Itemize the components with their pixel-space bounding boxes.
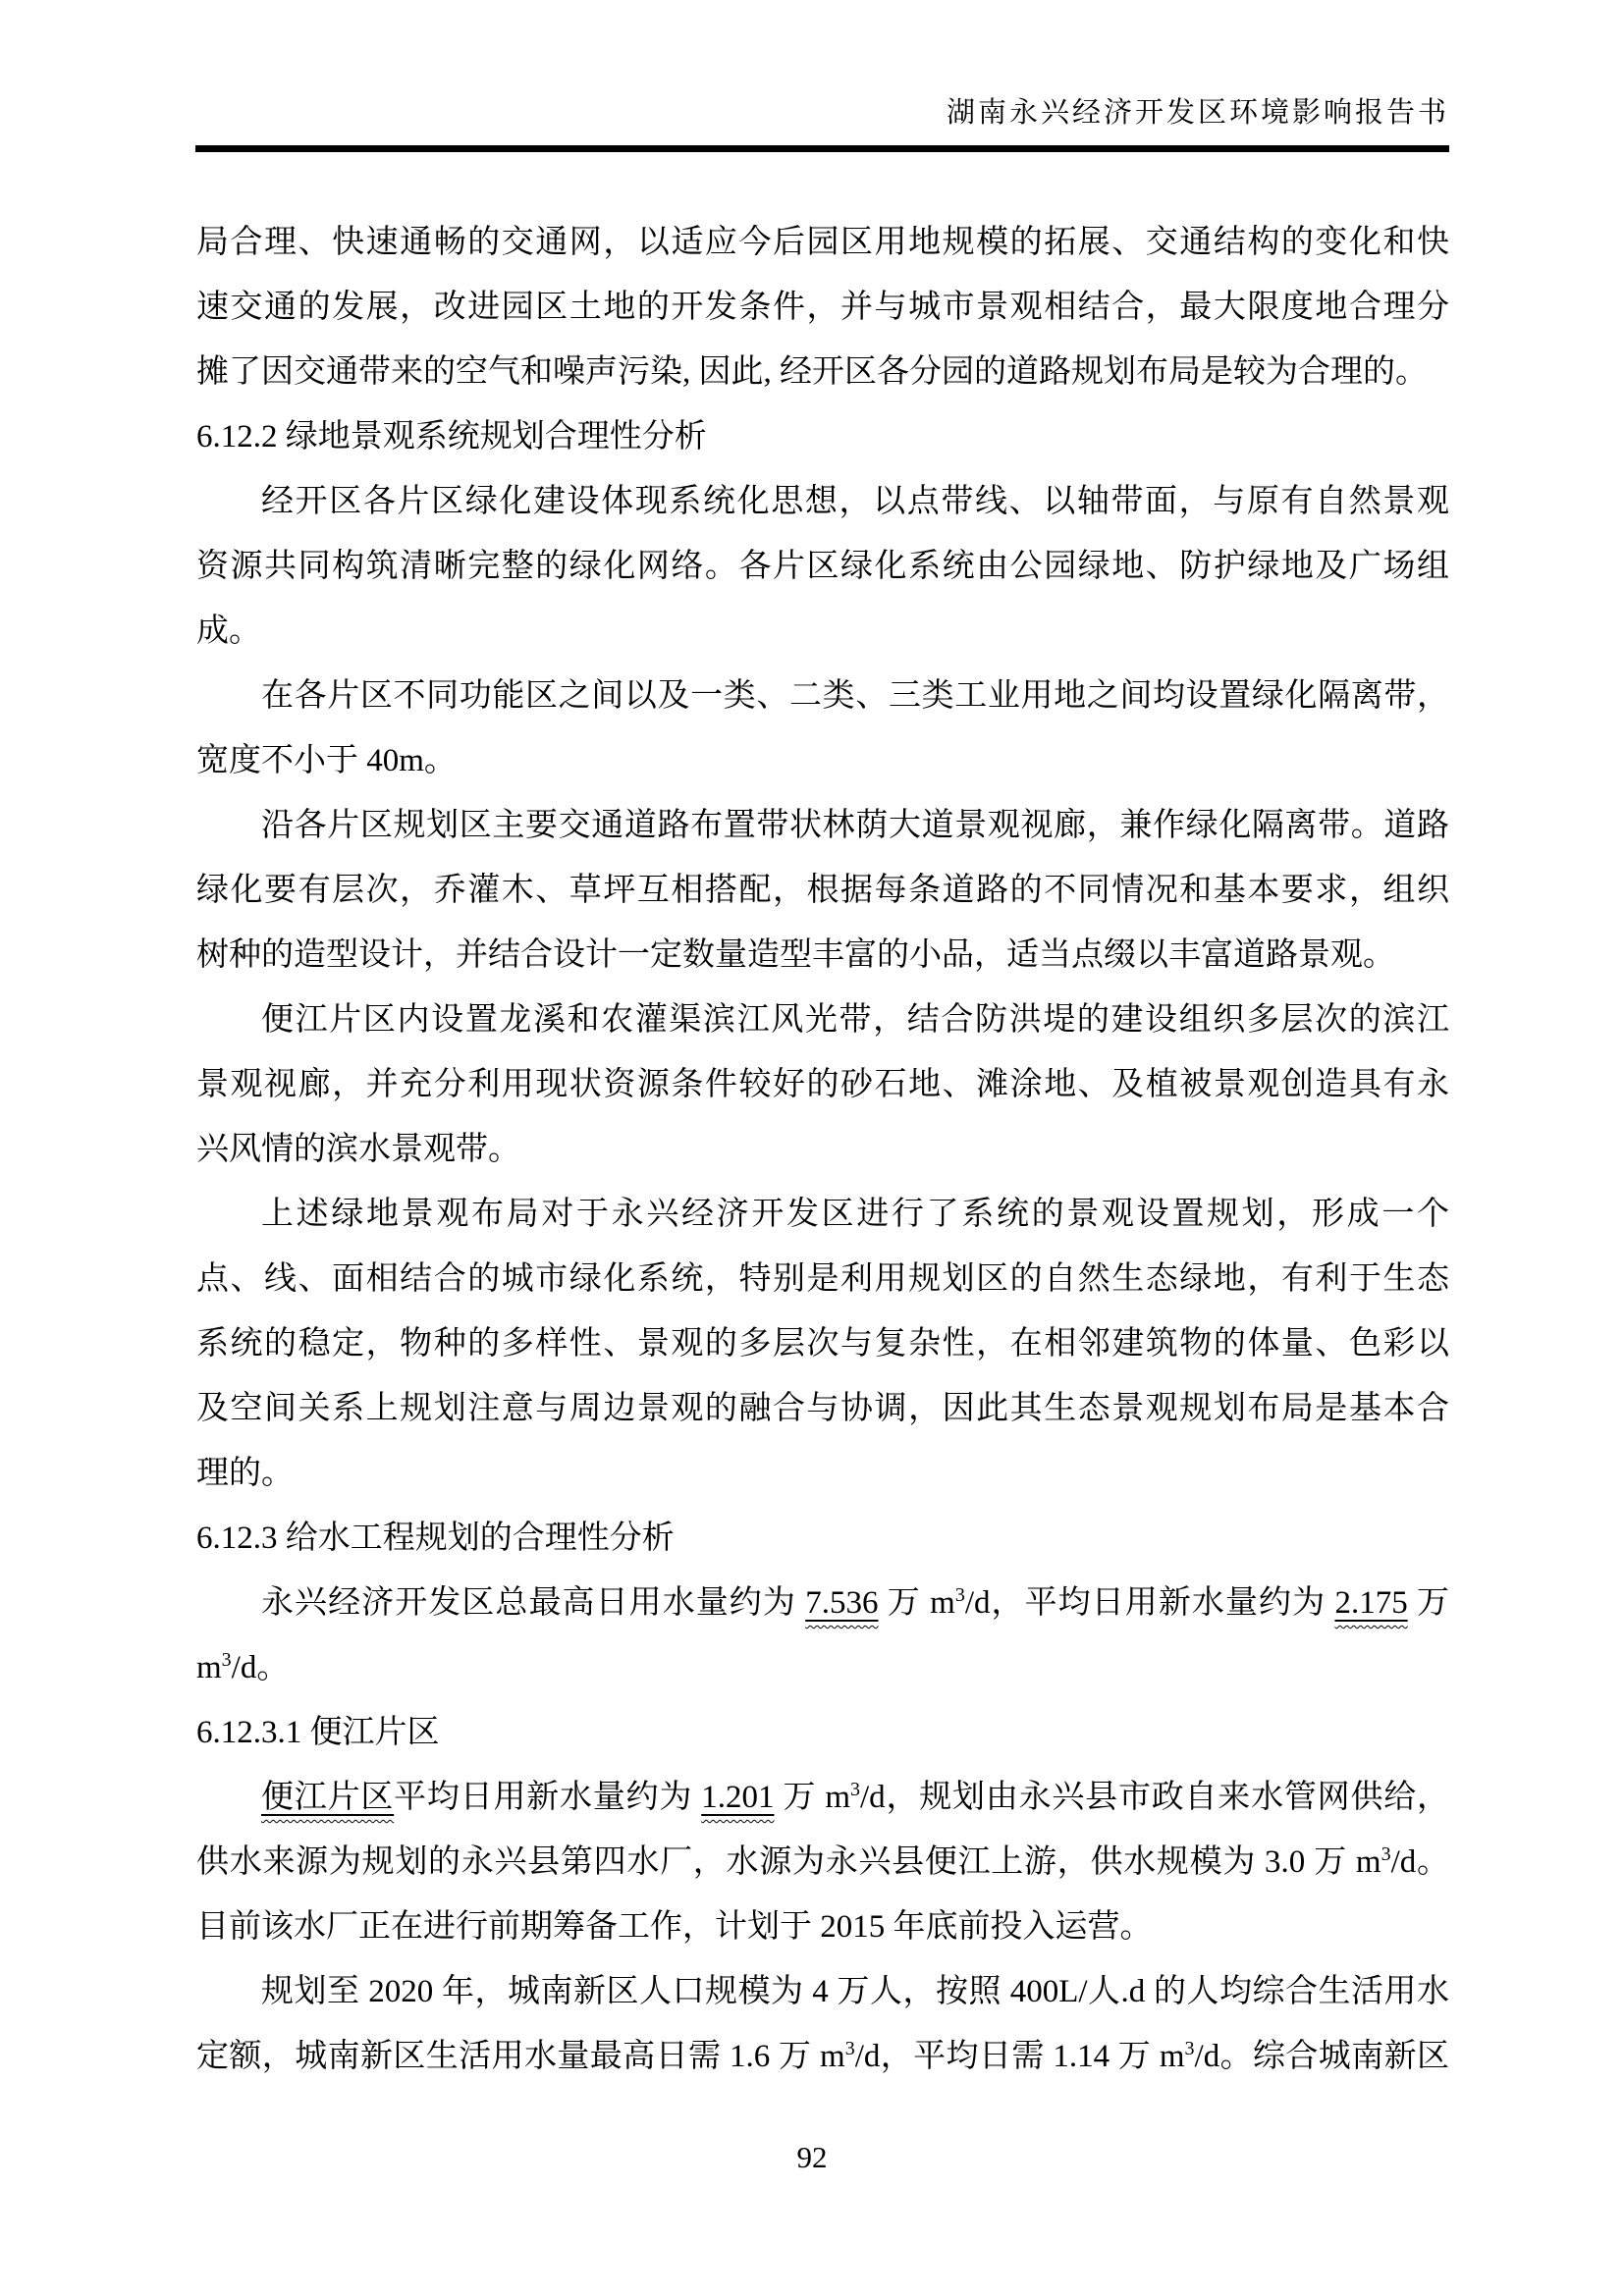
body-line: 定额，城南新区生活用水量最高日需 1.6 万 $m^3/d$，平均日需 1.14 万 $m^3/d$。综合城南新区 [196, 2038, 1450, 2074]
underlined-value [261, 1780, 394, 1815]
superscript: 3 [1184, 2038, 1195, 2059]
wavy-underline: 便江片区 [261, 1780, 395, 1815]
wavy-underline: 1.201 [701, 1780, 775, 1815]
section-heading: 6.12.3 给水工程规划的合理性分析 [196, 1521, 675, 1556]
body-line: 在各片区不同功能区之间以及一类、二类、三类工业用地之间均设置绿化隔离带， [261, 678, 1449, 714]
superscript: 3 [844, 2038, 855, 2059]
body-line: $m^3/d$。 [196, 1649, 290, 1685]
body-line: 摊了因交通带来的空气和噪声污染, 因此, 经开区各分园的道路规划布局是较为合理的。 [196, 354, 1428, 390]
superscript: 3 [954, 1584, 965, 1606]
body-line: 树种的造型设计，并结合设计一定数量造型丰富的小品，适当点缀以丰富道路景观。 [196, 937, 1395, 973]
body-line: 供水来源为规划的永兴县第四水厂，水源为永兴县便江上游，供水规模为 3.0 万 $m^3/d$。 [196, 1843, 1449, 1880]
body-line: 理的。 [196, 1456, 294, 1491]
body-line: 沿各片区规划区主要交通道路布置带状林荫大道景观视廊，兼作绿化隔离带。道路 [261, 808, 1449, 843]
body-line: 便江片区平均日用新水量约为 1.201 万 $m^3/d$，规划由永兴县市政自来水管网供给， [261, 1779, 1450, 1815]
body-line: 便江片区内设置龙溪和农灌渠滨江风光带，结合防洪堤的建设组织多层次的滨江 [261, 1002, 1449, 1038]
body-line: 系统的稳定，物种的多样性、景观的多层次与复杂性，在相邻建筑物的体量、色彩以 [196, 1326, 1449, 1362]
page-number: 92 [796, 2140, 828, 2174]
section-heading: 6.12.3.1 便江片区 [196, 1715, 440, 1750]
body-line: 永兴经济开发区总最高日用水量约为 7.536 万 $m^3/d$，平均日用新水量约为 2.175 万 [261, 1584, 1450, 1621]
body-line: 资源共同构筑清晰完整的绿化网络。各片区绿化系统由公园绿地、防护绿地及广场组 [196, 549, 1449, 584]
body-line: 局合理、快速通畅的交通网，以适应今后园区用地规模的拓展、交通结构的变化和快 [196, 225, 1449, 260]
body-line: 上述绿地景观布局对于永兴经济开发区进行了系统的景观设置规划，形成一个 [261, 1197, 1449, 1232]
page-header [195, 0, 1449, 152]
underlined-value [701, 1780, 774, 1815]
body-line: 景观视廊，并充分利用现状资源条件较好的砂石地、滩涂地、及植被景观创造具有永 [196, 1067, 1449, 1102]
body-line: 目前该水厂正在进行前期筹备工作，计划于 2015 年底前投入运营。 [196, 1909, 1153, 1945]
superscript: 3 [1380, 1843, 1391, 1865]
document-body [196, 210, 1449, 2089]
body-line: 点、线、面相结合的城市绿化系统，特别是利用规划区的自然生态绿地，有利于生态 [196, 1261, 1449, 1297]
body-line: 成。 [196, 614, 261, 649]
page-footer [0, 2138, 1624, 2177]
body-line: 绿化要有层次，乔灌木、草坪互相搭配，根据每条道路的不同情况和基本要求，组织 [196, 873, 1449, 908]
body-line: 及空间关系上规划注意与周边景观的融合与协调，因此其生态景观规划布局是基本合 [196, 1391, 1449, 1426]
body-line: 兴风情的滨水景观带。 [196, 1132, 520, 1167]
superscript: 3 [221, 1649, 232, 1671]
body-line: 规划至 2020 年，城南新区人口规模为 4 万人，按照 400L/人.d 的人均综合生活用水 [261, 1974, 1449, 2009]
underlined-value [1334, 1585, 1407, 1621]
wavy-underline: 2.175 [1334, 1585, 1408, 1621]
superscript: 3 [850, 1779, 861, 1800]
underlined-value [805, 1585, 878, 1621]
body-line: 经开区各片区绿化建设体现系统化思想，以点带线、以轴带面，与原有自然景观 [261, 484, 1449, 519]
body-line: 宽度不小于 40m。 [196, 743, 457, 778]
wavy-underline: 7.536 [805, 1585, 879, 1621]
body-line: 速交通的发展，改进园区土地的开发条件，并与城市景观相结合，最大限度地合理分 [196, 290, 1449, 325]
section-heading: 6.12.2 绿地景观系统规划合理性分析 [196, 419, 707, 454]
header-title: 湖南永兴经济开发区环境影响报告书 [946, 97, 1449, 129]
